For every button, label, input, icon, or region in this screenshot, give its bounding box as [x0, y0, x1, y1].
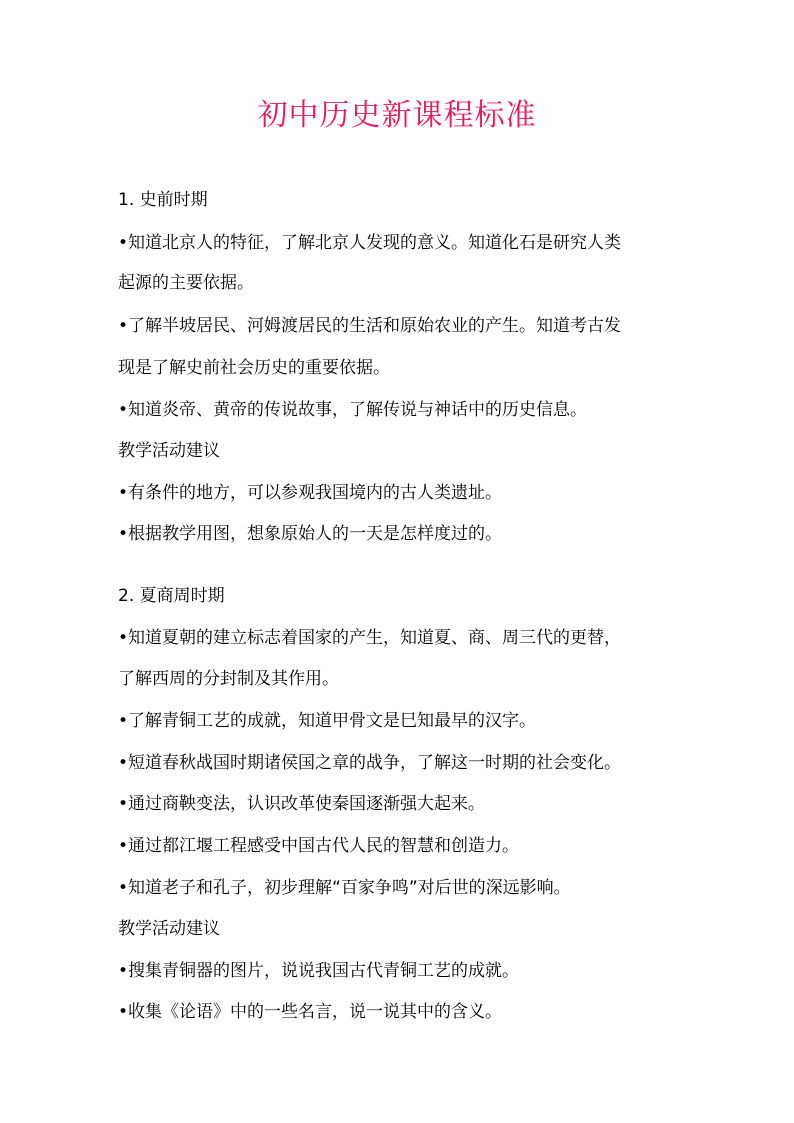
- body-line: 了解西周的分封制及其作用。: [118, 669, 339, 689]
- section-heading-xia-shang-zhou: 2. 夏商周时期: [118, 586, 225, 606]
- body-line: •知道老子和孔子，初步理解“百家争鸣”对后世的深远影响。: [118, 878, 571, 898]
- body-line: •知道夏朝的建立标志着国家的产生，知道夏、商、周三代的更替，: [118, 628, 622, 648]
- body-line: 现是了解史前社会历史的重要依据。: [118, 358, 390, 378]
- subheading-teaching-activities: 教学活动建议: [118, 919, 220, 939]
- body-line: •有条件的地方，可以参观我国境内的古人类遗址。: [118, 483, 503, 503]
- subheading-teaching-activities: 教学活动建议: [118, 441, 220, 461]
- body-line: •了解半坡居民、河姆渡居民的生活和原始农业的产生。知道考古发: [118, 316, 622, 336]
- body-line: •通过都江堰工程感受中国古代人民的智慧和创造力。: [118, 836, 520, 856]
- section-heading-prehistoric: 1. 史前时期: [118, 190, 208, 210]
- body-line: •知道北京人的特征，了解北京人发现的意义。知道化石是研究人类: [118, 233, 622, 253]
- body-line: •了解青铜工艺的成就，知道甲骨文是巳知最早的汉字。: [118, 711, 537, 731]
- page-title: 初中历史新课程标准: [257, 98, 537, 133]
- body-line: 起源的主要依据。: [118, 273, 254, 293]
- body-line: •收集《论语》中的一些名言，说一说其中的含义。: [118, 1002, 503, 1022]
- body-line: •根据教学用图，想象原始人的一天是怎样度过的。: [118, 524, 503, 544]
- body-line: •短道春秋战国时期诸侯国之章的战争，了解这一时期的社会变化。: [118, 753, 622, 773]
- body-line: •通过商鞅变法，认识改革使秦国逐渐强大起来。: [118, 794, 486, 814]
- body-line: •搜集青铜器的图片，说说我国古代青铜工艺的成就。: [118, 961, 520, 981]
- body-line: •知道炎帝、黄帝的传说故事，了解传说与神话中的历史信息。: [118, 400, 588, 420]
